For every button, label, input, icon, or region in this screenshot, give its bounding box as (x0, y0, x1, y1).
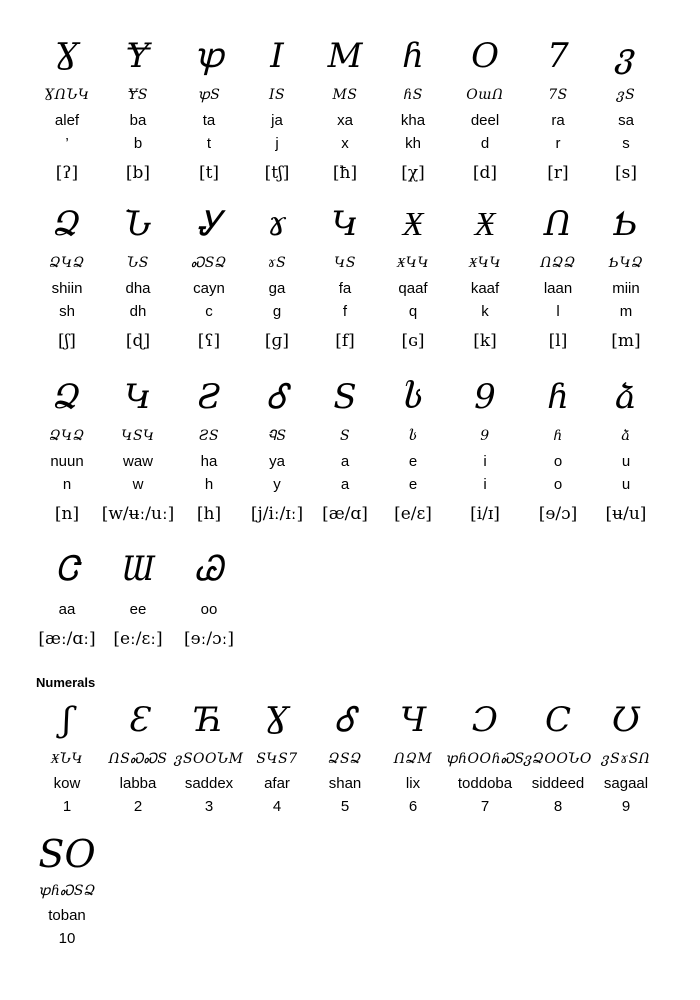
letter-script-name: ՆS (127, 255, 149, 271)
letter-glyph: ꝕ (194, 36, 224, 76)
letter-glyph: Ꮳ (55, 549, 79, 589)
letter-translit: e (408, 476, 418, 493)
letter-name: e (408, 453, 418, 470)
letter-ipa: [i/ɪ] (470, 504, 500, 524)
letter-script-name: MS (332, 87, 358, 103)
letter-glyph: Ձ (53, 204, 81, 244)
letter-translit: k (481, 303, 489, 320)
letter-glyph: Ձ (53, 377, 81, 417)
letter-glyph: Ɯ (121, 549, 155, 589)
letter-name: alef (54, 112, 80, 129)
letter-ipa: [ʔ] (55, 163, 79, 183)
numeral-glyph: C (544, 700, 571, 740)
letter-glyph: ვ (616, 36, 636, 76)
letter-glyph: S (333, 377, 357, 417)
letter-translit: w (132, 476, 144, 493)
letter-ipa: [ʉ/u] (605, 504, 647, 524)
letter-ipa: [e/ɛ] (394, 504, 432, 524)
numeral-glyph: Ɛ (127, 700, 149, 740)
letter-name: miin (612, 280, 640, 297)
letter-ipa: [ɢ] (401, 331, 425, 351)
letter-glyph: ɤ (267, 204, 287, 244)
numeral-name: toban (48, 907, 86, 924)
letter-translit: l (556, 303, 560, 320)
letter-translit: n (62, 476, 72, 493)
letter-ipa: [b] (125, 163, 151, 183)
letter-glyph: Ꮄ (266, 377, 288, 417)
letter-script-name: ƧS (198, 428, 220, 444)
letter-translit: a (340, 476, 350, 493)
numeral-script-name: ՈՁM (393, 751, 433, 767)
numeral-script-name: ვSOOՆM (174, 751, 244, 767)
letter-translit: b (133, 135, 143, 152)
letter-name: kha (400, 112, 426, 129)
letter-ipa: [m] (611, 331, 641, 351)
letter-glyph: Ӿ (474, 204, 496, 244)
letter-ipa: [ɘː/ɔː] (183, 629, 235, 649)
letter-script-name: ᏄS (267, 428, 287, 444)
letter-name: nuun (50, 453, 84, 470)
numerals-heading: Numerals (36, 675, 96, 690)
letter-translit: t (206, 135, 212, 152)
letter-name: u (621, 453, 631, 470)
letter-glyph: Ƅ (613, 204, 639, 244)
letter-ipa: [ʕ] (197, 331, 221, 351)
letter-script-name: ɦS (403, 87, 423, 103)
letter-glyph: Ɣ (54, 36, 80, 76)
letter-translit: g (272, 303, 282, 320)
letter-translit: u (621, 476, 631, 493)
letter-translit: f (342, 303, 348, 320)
letter-script-name: OɯՈ (466, 87, 504, 103)
letter-translit: dh (129, 303, 147, 320)
letter-script-name: ՁԿՁ (49, 428, 85, 444)
letter-translit: r (555, 135, 561, 152)
numeral-name: shan (328, 775, 362, 792)
letter-script-name: ვS (616, 87, 636, 103)
letter-script-name: 7S (548, 87, 568, 103)
letter-name: i (483, 453, 487, 470)
numeral-digit: 5 (340, 798, 350, 815)
letter-ipa: [s] (615, 163, 637, 183)
numeral-name: sagaal (603, 775, 649, 792)
letter-name: ja (271, 112, 283, 129)
letter-name: oo (200, 601, 218, 618)
letter-translit: q (408, 303, 418, 320)
numeral-name: labba (119, 775, 157, 792)
letter-translit: x (341, 135, 349, 152)
letter-name: dha (125, 280, 151, 297)
letter-name: waw (122, 453, 153, 470)
numeral-glyph: Ꮄ (334, 700, 356, 740)
letter-glyph: Կ (331, 204, 359, 244)
letter-ipa: [ɖ] (125, 331, 151, 351)
numeral-name: saddex (184, 775, 234, 792)
letter-translit: kh (405, 135, 421, 152)
letter-glyph: ს (402, 377, 424, 417)
letter-glyph: Ӿ (402, 204, 424, 244)
letter-ipa: [ʃ] (58, 331, 76, 351)
letter-ipa: [ħ] (332, 163, 358, 183)
letter-translit: y (273, 476, 281, 493)
numeral-script-name: ӾՆԿ (50, 751, 84, 767)
letter-ipa: [j/iː/ɪː] (250, 504, 304, 524)
numeral-digit: 3 (204, 798, 214, 815)
letter-name: kaaf (470, 280, 500, 297)
letter-ipa: [r] (547, 163, 569, 183)
letter-glyph: Կ (124, 377, 152, 417)
letter-script-name: ɤS (267, 255, 287, 271)
letter-script-name: ɎS (128, 87, 148, 103)
numeral-digit: 10 (58, 930, 76, 947)
letter-name: a (340, 453, 350, 470)
letter-script-name: ӾԿԿ (468, 255, 502, 271)
letter-glyph: M (327, 36, 363, 76)
letter-glyph: ձ (615, 377, 637, 417)
letter-ipa: [d] (472, 163, 498, 183)
letter-translit: m (619, 303, 633, 320)
letter-name: shiin (51, 280, 83, 297)
numeral-glyph: Ћ (194, 700, 224, 740)
letter-name: ha (200, 453, 218, 470)
letter-glyph: 7 (547, 36, 569, 76)
numeral-digit: 6 (408, 798, 418, 815)
letter-script-name: ԿS (334, 255, 356, 271)
letter-translit: o (553, 476, 563, 493)
numeral-glyph: Ч (399, 700, 427, 740)
numeral-glyph: Ɣ (264, 700, 290, 740)
letter-script-name: ƔՈՆԿ (44, 87, 90, 103)
numeral-script-name: ՁSՁ (328, 751, 362, 767)
letter-script-name: ᏍSՁ (191, 255, 227, 271)
letter-glyph: Ƨ (197, 377, 221, 417)
letter-ipa: [l] (548, 331, 568, 351)
letter-script-name: ꝕS (197, 87, 221, 103)
letter-script-name: ɦ (553, 428, 563, 444)
letter-ipa: [n] (54, 504, 80, 524)
letter-translit: j (275, 135, 279, 152)
letter-glyph: I (270, 36, 284, 76)
letter-ipa: [χ] (401, 163, 425, 183)
letter-script-name: 9 (480, 428, 490, 444)
letter-glyph: O (471, 36, 499, 76)
letter-name: deel (470, 112, 500, 129)
letter-name: fa (338, 280, 352, 297)
letter-script-name: ձ (621, 428, 631, 444)
letter-translit: d (480, 135, 490, 152)
letter-script-name: ს (408, 428, 418, 444)
numeral-name: siddeed (531, 775, 585, 792)
letter-script-name: ӾԿԿ (396, 255, 430, 271)
letter-translit: i (483, 476, 487, 493)
letter-script-name: S (339, 428, 351, 444)
letter-ipa: [k] (473, 331, 497, 351)
numeral-digit: 9 (621, 798, 631, 815)
numeral-name: kow (53, 775, 81, 792)
letter-glyph: Ꮚ (194, 549, 224, 589)
letter-ipa: [f] (335, 331, 355, 351)
letter-glyph: 9 (474, 377, 496, 417)
letter-glyph: ɦ (547, 377, 569, 417)
letter-name: ya (269, 453, 285, 470)
letter-translit: ’ (65, 135, 69, 152)
numeral-glyph: SO (38, 832, 96, 876)
numeral-script-name: ვՁOOՆO (524, 751, 592, 767)
numeral-script-name: ꝕɦOOɦᏍS (445, 751, 525, 767)
numeral-script-name: SԿS7 (256, 751, 298, 767)
letter-glyph: Ɏ (126, 36, 150, 76)
letter-translit: sh (59, 303, 75, 320)
letter-ipa: [æ/ɑ] (322, 504, 368, 524)
letter-name: ga (268, 280, 286, 297)
letter-translit: c (205, 303, 213, 320)
letter-name: ee (129, 601, 147, 618)
letter-translit: h (204, 476, 214, 493)
letter-ipa: [tʃ] (264, 163, 290, 183)
numeral-name: lix (405, 775, 421, 792)
letter-name: o (553, 453, 563, 470)
numeral-digit: 1 (62, 798, 72, 815)
letter-translit: s (622, 135, 630, 152)
letter-script-name: IS (268, 87, 286, 103)
letter-ipa: [ɘ/ɔ] (538, 504, 578, 524)
letter-script-name: ՈՁՁ (540, 255, 576, 271)
numeral-glyph: ʃ (62, 700, 72, 740)
letter-glyph: Ո (544, 204, 572, 244)
numeral-name: afar (264, 775, 290, 792)
numeral-script-name: ՈSᏍᏍS (108, 751, 168, 767)
letter-name: ta (202, 112, 216, 129)
numeral-digit: 2 (133, 798, 143, 815)
letter-name: ra (551, 112, 565, 129)
letter-name: ba (129, 112, 147, 129)
numeral-script-name: ꝕɦᏍSՁ (38, 883, 96, 899)
letter-ipa: [h] (196, 504, 222, 524)
letter-name: laan (543, 280, 573, 297)
letter-name: xa (337, 112, 353, 129)
letter-script-name: ՁԿՁ (49, 255, 85, 271)
letter-ipa: [t] (198, 163, 220, 183)
letter-ipa: [eː/ɛː] (113, 629, 163, 649)
letter-ipa: [æː/ɑː] (38, 629, 96, 649)
numeral-glyph: Ɔ (471, 700, 498, 740)
numeral-digit: 8 (553, 798, 563, 815)
letter-script-name: ƄԿՁ (608, 255, 644, 271)
numeral-script-name: ვSɤSՈ (601, 751, 651, 767)
letter-ipa: [w/ʉː/uː] (101, 504, 175, 524)
numeral-digit: 7 (480, 798, 490, 815)
letter-name: sa (618, 112, 634, 129)
numeral-digit: 4 (272, 798, 282, 815)
letter-script-name: ԿSԿ (121, 428, 155, 444)
numeral-glyph: Ʊ (611, 700, 641, 740)
letter-ipa: [ɡ] (264, 331, 290, 351)
letter-name: qaaf (398, 280, 428, 297)
letter-name: aa (58, 601, 76, 618)
letter-name: cayn (193, 280, 225, 297)
letter-glyph: ɦ (402, 36, 424, 76)
letter-glyph: Ն (124, 204, 152, 244)
letter-glyph: Ꮍ (196, 204, 222, 244)
numeral-name: toddoba (457, 775, 513, 792)
